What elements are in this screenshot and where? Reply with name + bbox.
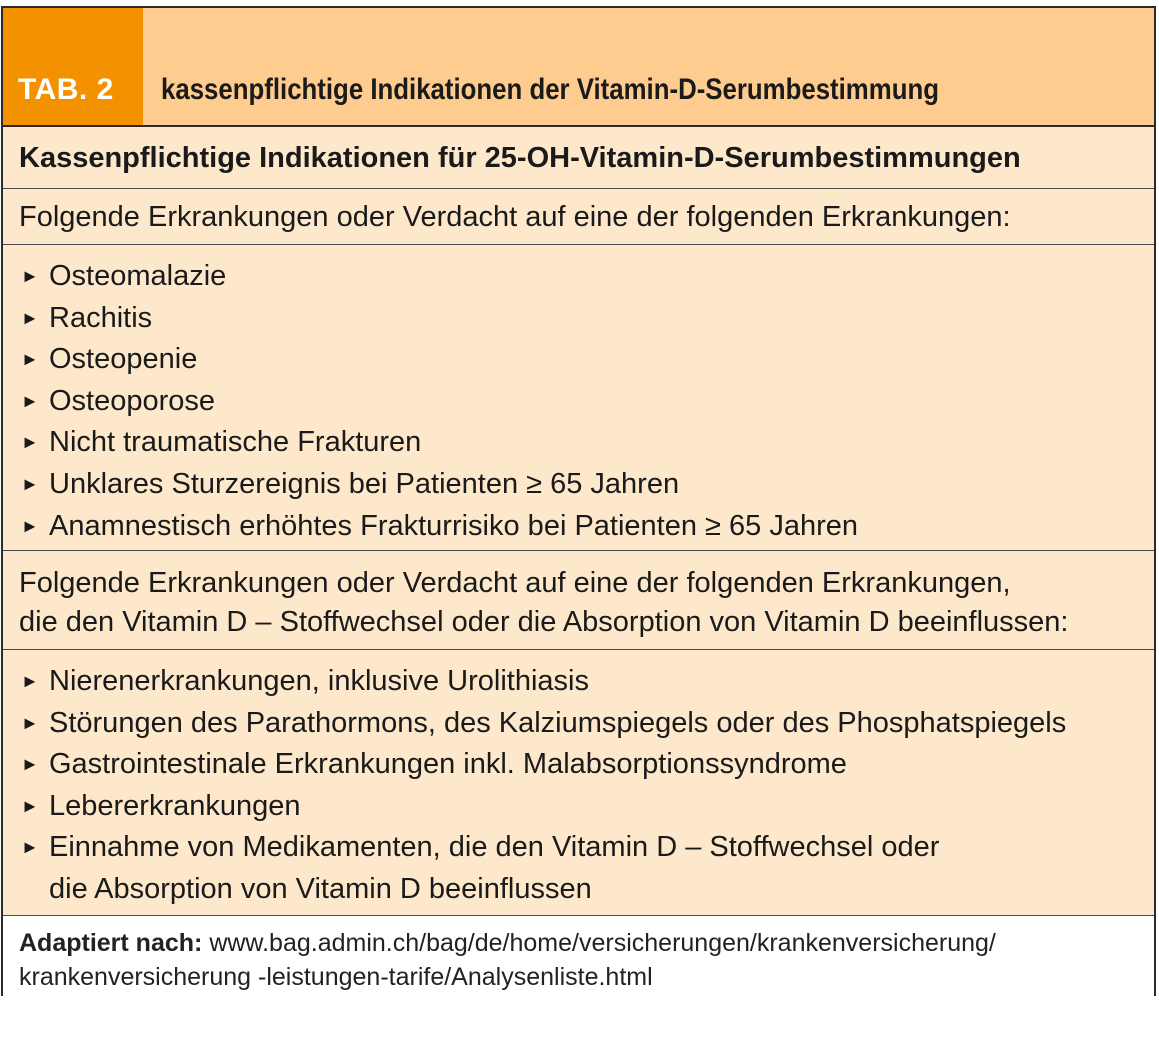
list-item-text: Störungen des Parathormons, des Kalziumspiegels oder des Phosphatspiegels [49,706,1067,739]
list-item-text: Gastrointestinale Erkrankungen inkl. Malabsorptionssyndrome [49,748,847,781]
triangle-bullet-icon: ► [21,754,39,775]
triangle-bullet-icon: ► [21,671,39,691]
list-item-text: Osteomalazie [49,260,227,292]
list-item [19,339,1154,381]
list-item [19,703,1154,745]
table-number-label: TAB. 2 [3,8,143,125]
footnote-source-url-continued: krankenversicherung -leistungen-tarife/Analysenliste.html [19,963,653,991]
list-item [19,256,1154,298]
footnote-line [19,926,1154,960]
list-item [19,464,1154,506]
triangle-bullet-icon: ► [21,390,39,411]
section1-intro: Folgende Erkrankungen oder Verdacht auf eine der folgenden Erkrankungen: [3,189,1154,245]
list-item-text-continued: die Absorption von Vitamin D beeinflussen [49,872,592,905]
section2-intro-line: Folgende Erkrankungen oder Verdacht auf eine der folgenden Erkrankungen, [19,567,1011,599]
list-item-text: Unklares Sturzereignis bei Patienten ≥ 65 Jahren [49,467,680,500]
triangle-bullet-icon: ► [21,266,39,286]
list-item-text: Lebererkrankungen [49,789,301,822]
list-item [19,506,1154,548]
footnote-source-url: www.bag.admin.ch/bag/de/home/versicherungen/krankenversicherung/ [209,929,996,957]
section1-list [3,245,1154,551]
list-item [19,744,1154,786]
list-item-text: Nicht traumatische Frakturen [49,426,422,459]
list-item [19,827,1154,910]
indications-table [1,6,1156,996]
list-item-text: Osteoporose [49,384,216,417]
table-subheading: Kassenpflichtige Indikationen für 25-OH-Vitamin-D-Serumbestimmungen [3,127,1154,189]
list-item-text: Nierenerkrankungen, inklusive Urolithiasis [49,665,589,697]
triangle-bullet-icon: ► [21,432,39,453]
source-footnote [3,916,1154,996]
triangle-bullet-icon: ► [21,349,39,370]
triangle-bullet-icon: ► [21,307,39,328]
triangle-bullet-icon: ► [21,712,39,733]
section2-list [3,650,1154,916]
section2-intro [3,551,1154,650]
list-item-text: Osteopenie [49,343,198,376]
triangle-bullet-icon: ► [21,473,39,494]
list-item-text: Anamnestisch erhöhtes Frakturrisiko bei Patienten ≥ 65 Jahren [49,509,858,542]
list-item-text: Rachitis [49,301,153,334]
triangle-bullet-icon: ► [21,837,39,858]
list-item [19,786,1154,828]
triangle-bullet-icon: ► [21,515,39,536]
section2-intro-line: die den Vitamin D – Stoffwechsel oder die Absorption von Vitamin D beeinflussen: [19,606,1069,638]
footnote-label: Adaptiert nach: [19,929,203,957]
list-item [19,298,1154,340]
list-item [19,661,1154,703]
list-item-text: Einnahme von Medikamenten, die den Vitamin D – Stoffwechsel oder [49,831,940,864]
table-header [3,8,1154,127]
list-item [19,422,1154,464]
list-item [19,381,1154,423]
triangle-bullet-icon: ► [21,795,39,816]
table-title: kassenpflichtige Indikationen der Vitamin-D-Serumbestimmung [161,73,939,106]
